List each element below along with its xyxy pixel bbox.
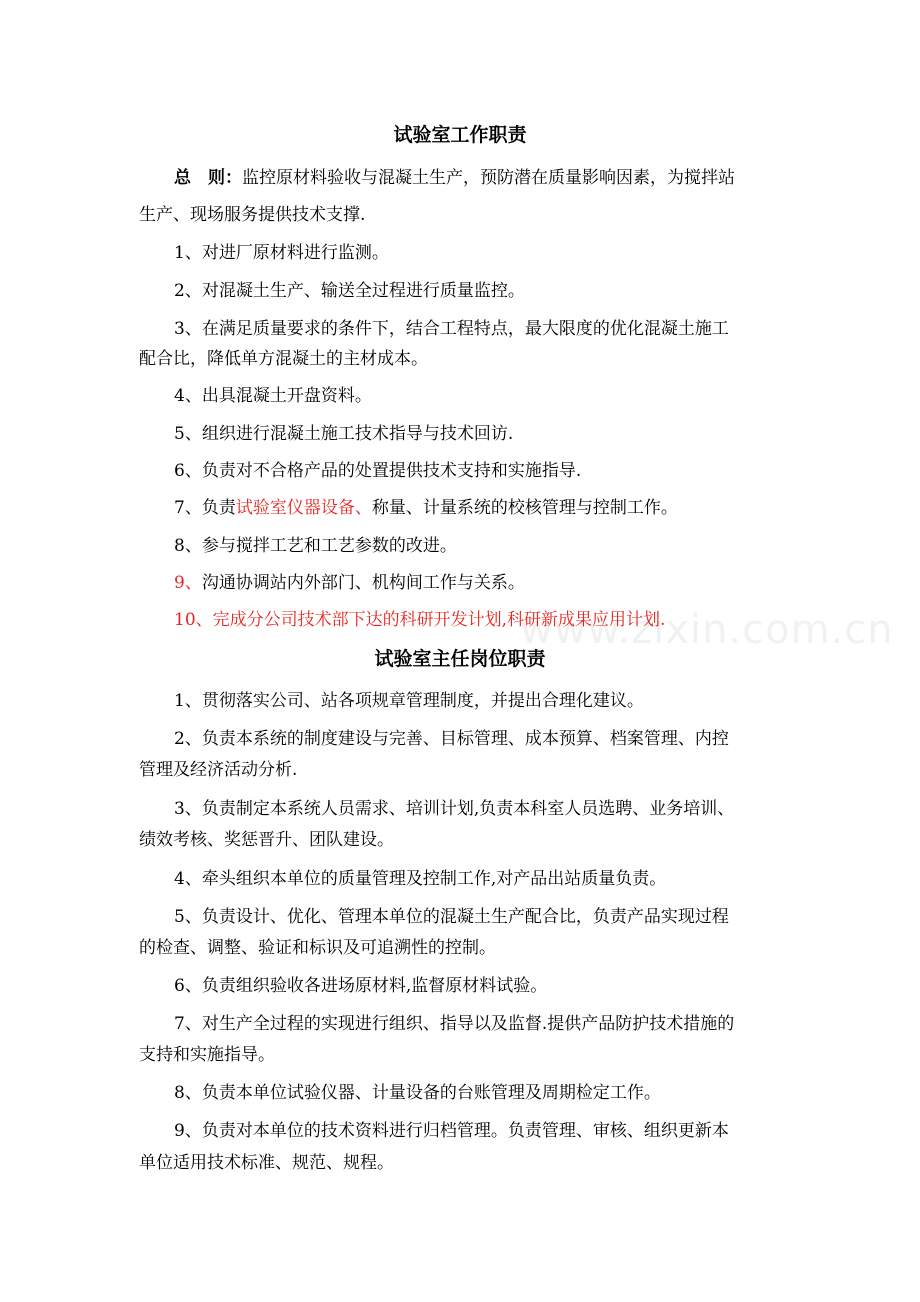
duty-item-10: 10、完成分公司技术部下达的科研开发计划,科研新成果应用计划. bbox=[174, 610, 666, 630]
duty-item-9 bbox=[174, 570, 525, 596]
general-rule-line1 bbox=[174, 165, 735, 191]
duty-item-9-number: 9、 bbox=[174, 573, 202, 593]
director-duty-continuation: 绩效考核、奖惩晋升、团队建设。 bbox=[139, 830, 394, 850]
duty-item: 5、组织进行混凝土施工技术指导与技术回访. bbox=[174, 424, 514, 444]
duty-item-7-prefix: 7、负责 bbox=[174, 498, 236, 518]
director-duty-line: 2、负责本系统的制度建设与完善、目标管理、成本预算、档案管理、内控 bbox=[174, 729, 729, 749]
duty-item-9-text: 沟通协调站内外部门、机构间工作与关系。 bbox=[201, 573, 525, 593]
general-rule-label: 总 则： bbox=[174, 168, 242, 188]
duty-item: 3、在满足质量要求的条件下，结合工程特点，最大限度的优化混凝土施工 bbox=[174, 319, 729, 339]
director-duty-line: 3、负责制定本系统人员需求、培训计划,负责本科室人员选聘、业务培训、 bbox=[174, 799, 735, 819]
duty-item: 2、对混凝土生产、输送全过程进行质量监控。 bbox=[174, 281, 525, 301]
section2-title: 试验室主任岗位职责 bbox=[374, 648, 546, 670]
director-duty-continuation: 单位适用技术标准、规范、规程。 bbox=[139, 1153, 394, 1173]
director-duty-line: 8、负责本单位试验仪器、计量设备的台账管理及周期检定工作。 bbox=[174, 1083, 661, 1103]
director-duty-continuation: 的检查、调整、验证和标识及可追溯性的控制。 bbox=[139, 938, 496, 958]
director-duty-line: 1、贯彻落实公司、站各项规章管理制度，并提出合理化建议。 bbox=[174, 691, 644, 711]
director-duty-continuation: 支持和实施指导。 bbox=[139, 1045, 275, 1065]
director-duty-line: 7、对生产全过程的实现进行组织、指导以及监督.提供产品防护技术措施的 bbox=[174, 1014, 735, 1034]
duty-item: 1、对进厂原材料进行监测。 bbox=[174, 243, 389, 263]
general-rule-text: 监控原材料验收与混凝土生产，预防潜在质量影响因素，为搅拌站 bbox=[242, 168, 735, 188]
duty-item-7-suffix: 称量、计量系统的校核管理与控制工作。 bbox=[371, 498, 678, 518]
duty-item: 4、出具混凝土开盘资料。 bbox=[174, 386, 372, 406]
section1-title: 试验室工作职责 bbox=[393, 124, 527, 146]
director-duty-continuation: 管理及经济活动分析. bbox=[139, 760, 298, 780]
duty-item-8: 8、参与搅拌工艺和工艺参数的改进。 bbox=[174, 536, 457, 556]
duty-item-continuation: 配合比，降低单方混凝土的主材成本。 bbox=[139, 349, 428, 369]
duty-item: 6、负责对不合格产品的处置提供技术支持和实施指导. bbox=[174, 461, 582, 481]
director-duty-line: 4、牵头组织本单位的质量管理及控制工作,对产品出站质量负责。 bbox=[174, 869, 667, 889]
director-duty-line: 6、负责组织验收各进场原材料,监督原材料试验。 bbox=[174, 976, 548, 996]
director-duty-line: 9、负责对本单位的技术资料进行归档管理。负责管理、审核、组织更新本 bbox=[174, 1121, 729, 1141]
general-rule-line2: 生产、现场服务提供技术支撑. bbox=[139, 205, 366, 225]
duty-item-7 bbox=[174, 495, 678, 521]
director-duty-line: 5、负责设计、优化、管理本单位的混凝土生产配合比，负责产品实现过程 bbox=[174, 907, 729, 927]
duty-item-7-highlight: 试验室仪器设备、 bbox=[235, 498, 372, 518]
watermark: www.zixin.com.cn bbox=[520, 607, 894, 653]
